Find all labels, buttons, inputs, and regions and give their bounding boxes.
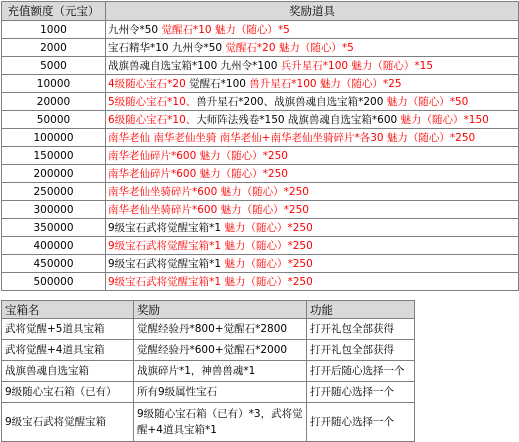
reward-items-cell <box>106 93 519 111</box>
reward-text: 魅力（随心）*25 <box>316 77 402 90</box>
chest-name-cell: 9级宝石武将觉醒宝箱 <box>2 403 134 442</box>
reward-text: 兵升星石*100 <box>280 59 349 72</box>
reward-text: 魅力（随心）*250 <box>221 275 313 288</box>
chest-name-cell: 战旗兽魂自选宝箱 <box>2 361 134 382</box>
reward-items-cell <box>106 183 519 201</box>
reward-text: 南华老仙碎片*600 <box>108 167 197 180</box>
chest-function-cell: 打开礼包全部获得 <box>307 319 415 340</box>
chest-reward-cell: 战旗碎片*1，神兽兽魂*1 <box>134 361 307 382</box>
reward-items-cell <box>106 21 519 39</box>
reward-text: 兽升星石*200、战旗兽魂自选宝箱*200 <box>196 95 384 108</box>
header-chest-reward: 奖励 <box>134 301 307 319</box>
table-row <box>2 93 519 111</box>
reward-text: 魅力（随心）*50 <box>383 95 469 108</box>
reward-text: 兽升星石*100 <box>249 77 317 90</box>
chest-name-cell: 武将觉醒+5道具宝箱 <box>2 319 134 340</box>
table-row <box>2 165 519 183</box>
table-row <box>2 111 519 129</box>
table-row <box>2 219 519 237</box>
recharge-amount-cell: 2000 <box>2 39 106 57</box>
header-reward-items: 奖励道具 <box>106 2 519 21</box>
recharge-amount-cell: 10000 <box>2 75 106 93</box>
chest-table-header <box>2 301 415 319</box>
table-row <box>2 382 415 403</box>
recharge-amount-cell: 350000 <box>2 219 106 237</box>
chest-name-cell: 武将觉醒+4道具宝箱 <box>2 340 134 361</box>
chest-function-cell: 打开随心选择一个 <box>307 382 415 403</box>
table-row <box>2 403 415 442</box>
table-row <box>2 319 415 340</box>
reward-items-cell <box>106 129 519 147</box>
recharge-reward-table <box>1 1 519 291</box>
chest-function-cell: 打开随心选择一个 <box>307 403 415 442</box>
header-chest-function: 功能 <box>307 301 415 319</box>
table-row <box>2 21 519 39</box>
reward-items-cell <box>106 273 519 291</box>
chest-reward-cell: 觉醒经验丹*600+觉醒石*2000 <box>134 340 307 361</box>
chest-name-cell: 9级随心宝石箱（已有） <box>2 382 134 403</box>
reward-text: 魅力（随心）*250 <box>217 185 309 198</box>
reward-text: 9级宝石武将觉醒宝箱*1 <box>108 239 222 252</box>
reward-text: 南华老仙坐骑碎片*600 <box>108 185 218 198</box>
reward-text: 觉醒石*100 <box>185 77 250 90</box>
reward-text: 南华老仙坐骑碎片*600 <box>108 203 218 216</box>
table-row <box>2 183 519 201</box>
table-row <box>2 361 415 382</box>
reward-text: 魅力（随心）*150 <box>397 113 489 126</box>
table-row <box>2 147 519 165</box>
recharge-table-header <box>2 2 519 21</box>
reward-text: 4级随心宝石*20 <box>108 77 186 90</box>
reward-text: 觉醒石*10 <box>161 23 212 36</box>
reward-items-cell <box>106 255 519 273</box>
reward-text: 宝石精华*10 九州令*50 <box>108 41 226 54</box>
reward-text: 九州令*50 <box>108 23 162 36</box>
reward-text: 魅力（随心）*15 <box>348 59 434 72</box>
table-row <box>2 340 415 361</box>
recharge-amount-cell: 5000 <box>2 57 106 75</box>
reward-items-cell <box>106 201 519 219</box>
reward-text: 魅力（随心）*250 <box>221 221 313 234</box>
recharge-amount-cell: 500000 <box>2 273 106 291</box>
reward-items-cell <box>106 165 519 183</box>
reward-text: 9级宝石武将觉醒宝箱*1 <box>108 221 222 234</box>
reward-text: 觉醒石*20 <box>225 41 276 54</box>
chest-reward-cell: 觉醒经验丹*800+觉醒石*2800 <box>134 319 307 340</box>
reward-text: 魅力（随心）*250 <box>196 149 288 162</box>
header-chest-name: 宝箱名 <box>2 301 134 319</box>
reward-items-cell <box>106 57 519 75</box>
table-row <box>2 237 519 255</box>
recharge-amount-cell: 250000 <box>2 183 106 201</box>
reward-text: 9级宝石武将觉醒宝箱*1 <box>108 257 222 270</box>
recharge-amount-cell: 300000 <box>2 201 106 219</box>
chest-reward-cell: 所有9级属性宝石 <box>134 382 307 403</box>
reward-items-cell <box>106 75 519 93</box>
reward-items-cell <box>106 147 519 165</box>
reward-text: 5级随心宝石*10、 <box>108 95 197 108</box>
table-row <box>2 75 519 93</box>
reward-items-cell <box>106 219 519 237</box>
reward-text: 6级随心宝石*10、 <box>108 113 197 126</box>
table-row <box>2 255 519 273</box>
reward-text: 南华老仙碎片*600 <box>108 149 197 162</box>
reward-text: 魅力（随心）*250 <box>221 239 313 252</box>
reward-text: 魅力（随心）*5 <box>211 23 290 36</box>
reward-text: 9级宝石武将觉醒宝箱*1 <box>108 275 222 288</box>
recharge-amount-cell: 200000 <box>2 165 106 183</box>
reward-text: 魅力（随心）*5 <box>275 41 354 54</box>
table-row <box>2 57 519 75</box>
chest-function-cell: 打开后随心选择一个 <box>307 361 415 382</box>
header-recharge-amount: 充值额度（元宝） <box>2 2 106 21</box>
reward-items-cell <box>106 111 519 129</box>
chest-function-cell: 打开礼包全部获得 <box>307 340 415 361</box>
reward-text: 魅力（随心）*250 <box>221 257 313 270</box>
recharge-amount-cell: 450000 <box>2 255 106 273</box>
reward-text: 大师阵法残卷*150 战旗兽魂自选宝箱*600 <box>196 113 398 126</box>
table-row <box>2 39 519 57</box>
table-row <box>2 129 519 147</box>
recharge-amount-cell: 20000 <box>2 93 106 111</box>
recharge-amount-cell: 1000 <box>2 21 106 39</box>
reward-text: 魅力（随心）*250 <box>217 203 309 216</box>
reward-text: 战旗兽魂自选宝箱*100 九州令*100 <box>108 59 281 72</box>
chest-info-table <box>1 300 415 442</box>
recharge-amount-cell: 400000 <box>2 237 106 255</box>
table-row <box>2 273 519 291</box>
reward-text: 南华老仙 南华老仙坐骑 南华老仙+南华老仙坐骑碎片*各30 魅力（随心）*250 <box>108 131 476 144</box>
recharge-amount-cell: 50000 <box>2 111 106 129</box>
table-row <box>2 201 519 219</box>
reward-text: 魅力（随心）*250 <box>196 167 288 180</box>
reward-items-cell <box>106 237 519 255</box>
reward-items-cell <box>106 39 519 57</box>
recharge-amount-cell: 100000 <box>2 129 106 147</box>
recharge-amount-cell: 150000 <box>2 147 106 165</box>
chest-reward-cell: 9级随心宝石箱（已有）*3，武将觉醒+4道具宝箱*1 <box>134 403 307 442</box>
